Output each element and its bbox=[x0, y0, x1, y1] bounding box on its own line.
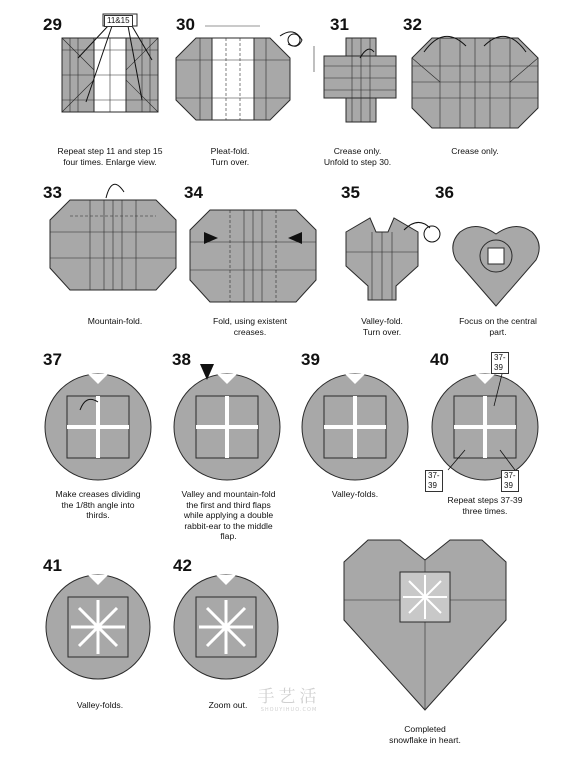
step-caption: Completed snowflake in heart. bbox=[389, 724, 461, 745]
step-caption: Mountain-fold. bbox=[87, 316, 143, 326]
step-caption: Valley and mountain-fold the first and third flaps while applying a double rabbit-ear to the middle flap. bbox=[181, 489, 276, 541]
step-number: 34 bbox=[184, 183, 203, 202]
watermark: 手艺活 SHOUYIHUO.COM bbox=[257, 687, 321, 713]
step-number: 36 bbox=[435, 183, 454, 202]
step-caption: Focus on the central part. bbox=[459, 316, 537, 337]
step-number: 38 bbox=[172, 350, 191, 369]
step-caption: Valley-fold. Turn over. bbox=[361, 316, 403, 337]
step-number: 33 bbox=[43, 183, 62, 202]
step-caption: Make creases dividing the 1/8th angle into thirds. bbox=[55, 489, 141, 520]
step-caption: Fold, using existent creases. bbox=[212, 316, 288, 337]
step-caption: Crease only. bbox=[451, 146, 499, 156]
step-caption: Valley-folds. bbox=[76, 700, 124, 710]
step-reference-tag: 37-39 bbox=[491, 352, 509, 374]
step-caption: Repeat steps 37-39 three times. bbox=[447, 495, 523, 516]
step-number: 35 bbox=[341, 183, 360, 202]
step-reference-tag: 37-39 bbox=[501, 470, 519, 492]
step-number: 41 bbox=[43, 556, 62, 575]
step-caption: Repeat step 11 and step 15 four times. Enlarge view. bbox=[57, 146, 163, 167]
step-number: 30 bbox=[176, 15, 195, 34]
step-number: 29 bbox=[43, 15, 62, 34]
step-caption: Pleat-fold. Turn over. bbox=[210, 146, 250, 167]
step-caption: Zoom out. bbox=[208, 700, 248, 710]
step-reference-tag: 11&15 bbox=[104, 15, 133, 27]
step-reference-tag: 37-39 bbox=[425, 470, 443, 492]
step-caption: Crease only. Unfold to step 30. bbox=[323, 146, 392, 167]
step-number: 40 bbox=[430, 350, 449, 369]
step-number: 39 bbox=[301, 350, 320, 369]
step-number: 31 bbox=[330, 15, 349, 34]
step-number: 37 bbox=[43, 350, 62, 369]
step-number: 32 bbox=[403, 15, 422, 34]
step-number: 42 bbox=[173, 556, 192, 575]
step-caption: Valley-folds. bbox=[331, 489, 379, 499]
